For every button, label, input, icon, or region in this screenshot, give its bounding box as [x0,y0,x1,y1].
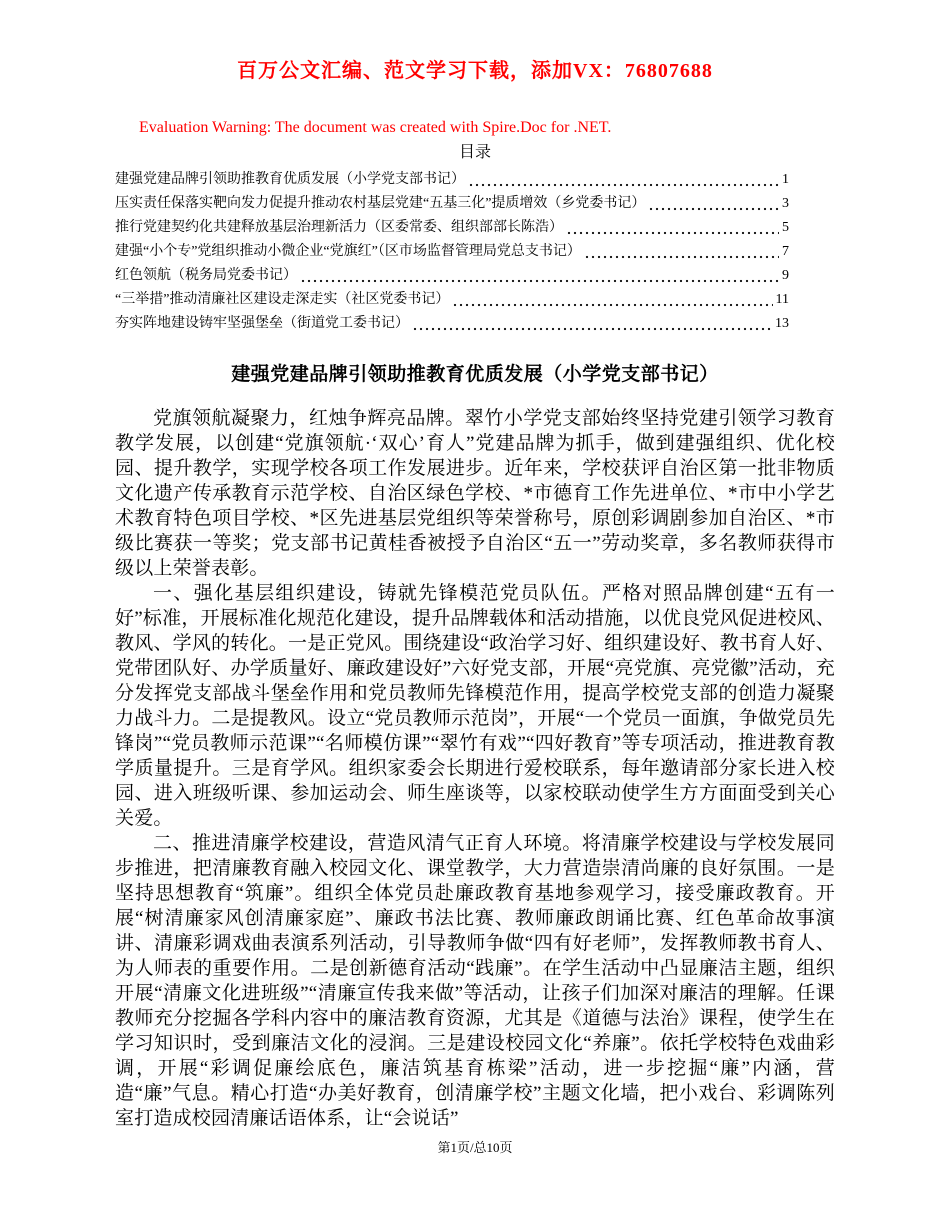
toc-entry-label[interactable]: 建强“小个专”党组织推动小微企业“党旗红”（区市场监督管理局党总支书记） [115,244,581,259]
toc-title: 目录 [458,144,491,161]
article-body [115,406,835,1131]
toc-dot-leader [452,303,772,307]
article-title: 建强党建品牌引领助推教育优质发展（小学党支部书记） [231,364,719,385]
toc-dot-leader [412,327,772,331]
toc-page-number: 11 [775,292,789,307]
toc-row[interactable] [115,312,789,336]
toc-entry-label[interactable]: 夯实阵地建设铸牢坚强堡垒（街道党工委书记） [115,316,409,331]
toc-page-number: 7 [782,244,789,259]
toc-row[interactable] [115,216,789,240]
toc-dot-leader [648,207,779,211]
toc-page-number: 1 [782,172,789,187]
toc-dot-leader [566,231,779,235]
toc-page-number: 9 [782,268,789,283]
body-paragraph-intro: 党旗领航凝聚力，红烛争辉亮品牌。翠竹小学党支部始终坚持党建引领学习教育教学发展，以创建“党旗领航·‘双心’育人”党建品牌为抓手，做到建强组织、优化校园、提升教学，实现学校各项工作发展进步。近年来，学校获评自治区第一批非物质文化遗产传承教育示范学校、自治区绿色学校、*市德育工作先进单位、*市中小学艺术教育特色项目学校、*区先进基层党组织等荣誉称号，原创彩调剧参加自治区、*市级比赛获一等奖；党支部书记黄桂香被授予自治区“五一”劳动奖章，多名教师获得市级以上荣誉表彰。 [115,408,835,579]
toc-entry-label[interactable]: 压实责任保落实靶向发力促提升推动农村基层党建“五基三化”提质增效（乡党委书记） [115,196,646,211]
toc-row[interactable] [115,168,789,192]
header-ad-text: 百万公文汇编、范文学习下载，添加VX：76807688 [237,60,713,82]
body-paragraph-section-1: 一、强化基层组织建设，铸就先锋模范党员队伍。严格对照品牌创建“五有一好”标准，开展标准化规范化建设，提升品牌载体和活动措施，以优良党风促进校风、教风、学风的转化。一是正党风。围绕建设“政治学习好、组织建设好、教书育人好、党带团队好、办学质量好、廉政建设好”六好党支部，开展“亮党旗、亮党徽”活动，充分发挥党支部战斗堡垒作用和党员教师先锋模范作用，提高学校党支部的创造力凝聚力战斗力。二是提教风。设立“党员教师示范岗”，开展“一个党员一面旗，争做党员先锋岗”“党员教师示范课”“名师模仿课”“翠竹有戏”“四好教育”等专项活动，推进教育教学质量提升。三是育学风。组织家委会长期进行爱校联系，每年邀请部分家长进入校园、进入班级听课、参加运动会、师生座谈等，以家校联动使学生方方面面受到关心关爱。 [115,583,835,829]
toc-page-number: 5 [782,220,789,235]
page-footer: 第1页/总10页 [437,1140,513,1155]
toc-entry-label[interactable]: 推行党建契约化共建释放基层治理新活力（区委常委、组织部部长陈浩） [115,220,563,235]
toc-page-number: 3 [782,196,789,211]
toc-dot-leader [468,183,779,187]
toc-dot-leader [300,279,779,283]
toc-row[interactable] [115,240,789,264]
table-of-contents [115,168,835,336]
evaluation-warning: Evaluation Warning: The document was created with Spire.Doc for .NET. [139,119,612,136]
toc-row[interactable] [115,192,789,216]
toc-entry-label[interactable]: 建强党建品牌引领助推教育优质发展（小学党支部书记） [115,172,465,187]
toc-row[interactable] [115,264,789,288]
toc-dot-leader [584,255,779,259]
toc-entry-label[interactable]: 红色领航（税务局党委书记） [115,268,297,283]
toc-page-number: 13 [775,316,789,331]
toc-row[interactable] [115,288,789,312]
toc-entry-label[interactable]: “三举措”推动清廉社区建设走深走实（社区党委书记） [115,292,450,307]
body-paragraph-section-2: 二、推进清廉学校建设，营造风清气正育人环境。将清廉学校建设与学校发展同步推进，把清廉教育融入校园文化、课堂教学，大力营造崇清尚廉的良好氛围。一是坚持思想教育“筑廉”。组织全体党员赴廉政教育基地参观学习，接受廉政教育。开展“树清廉家风创清廉家庭”、廉政书法比赛、教师廉政朗诵比赛、红色革命故事演讲、清廉彩调戏曲表演系列活动，引导教师争做“四有好老师”，发挥教师教书育人、为人师表的重要作用。二是创新德育活动“践廉”。在学生活动中凸显廉洁主题，组织开展“清廉文化进班级”“清廉宣传我来做”等活动，让孩子们加深对廉洁的理解。任课教师充分挖掘各学科内容中的廉洁教育资源，尤其是《道德与法治》课程，使学生在学习知识时，受到廉洁文化的浸润。三是建设校园文化“养廉”。依托学校特色戏曲彩调，开展“彩调促廉绘底色，廉洁筑基育栋梁”活动，进一步挖掘“廉”内涵，营造“廉”气息。精心打造“办美好教育，创清廉学校”主题文化墙，把小戏台、彩调陈列室打造成校园清廉话语体系，让“会说话” [115,833,835,1129]
